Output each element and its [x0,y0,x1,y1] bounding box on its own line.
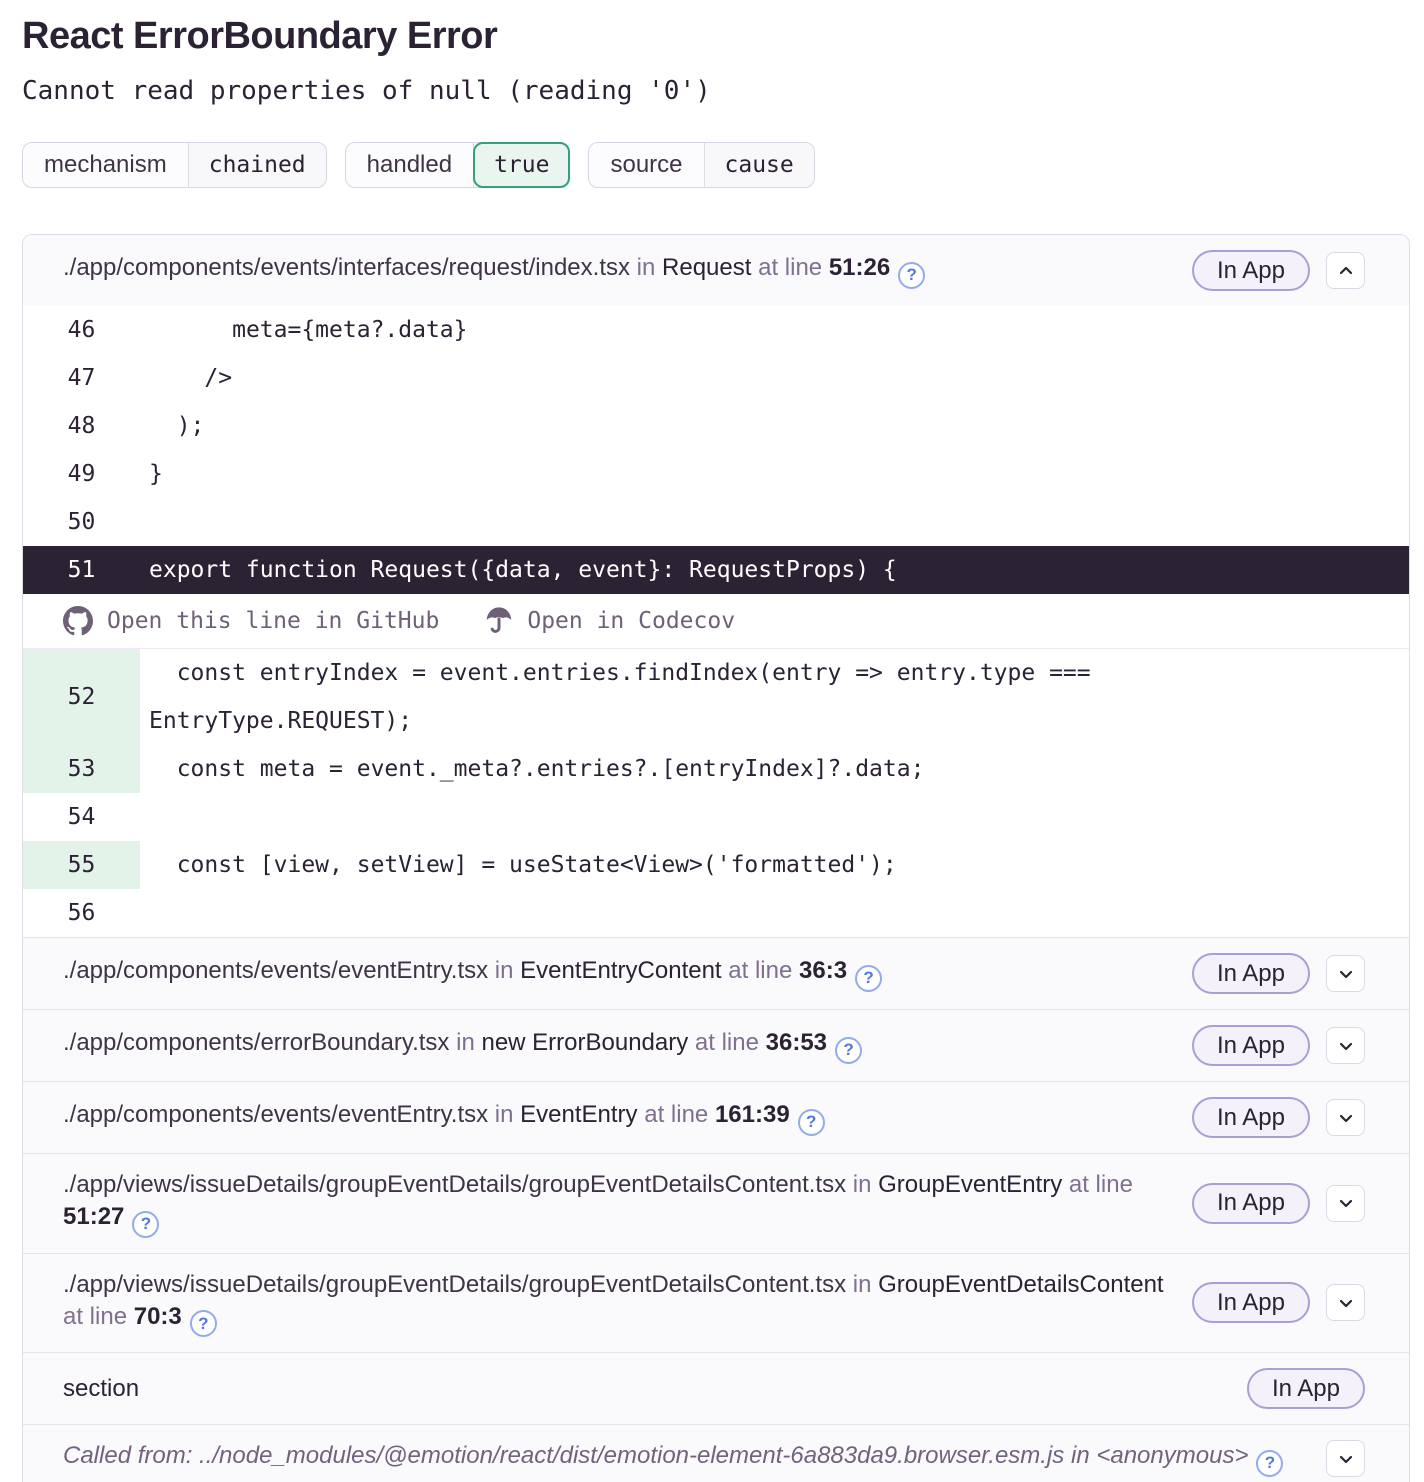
frame-title [63,1440,1283,1477]
in-app-badge: In App [1192,1097,1310,1138]
code-line [23,745,1409,793]
frame-function: EventEntryContent [520,957,722,985]
github-icon [63,606,93,636]
frame-in-label: in [1070,1442,1090,1470]
open-in-github-link[interactable] [63,606,439,636]
help-icon[interactable]: ? [190,1310,217,1337]
in-app-badge: In App [1247,1368,1365,1409]
frame-in-label: in [494,1101,514,1129]
frame-actions [1192,1282,1365,1323]
stack-frame-row[interactable] [23,1253,1409,1353]
expand-frame-button[interactable] [1326,1284,1365,1321]
frame-path: ./app/components/events/eventEntry.tsx [63,1101,489,1129]
tag-key: source [589,143,704,187]
code-text: } [149,461,163,487]
in-app-badge: In App [1192,953,1310,994]
frame-in-label: in [636,254,656,282]
stack-frame-row-section[interactable] [23,1352,1409,1424]
help-icon[interactable]: ? [798,1109,825,1136]
frame-line-number: 51:26 [828,254,891,282]
frame-path: ./app/components/events/eventEntry.tsx [63,957,489,985]
frame-atline-label: at line [758,254,823,282]
open-in-codecov-link[interactable] [485,606,735,636]
line-number-gutter: 52 [23,649,140,745]
line-number-gutter: 47 [67,365,96,391]
frame-path: ./app/views/issueDetails/groupEventDetails/groupEventDetailsContent.tsx [63,1171,847,1198]
frame-function: GroupEventEntry [878,1171,1063,1198]
frame-function: new ErrorBoundary [481,1029,689,1057]
line-number-gutter: 48 [67,413,96,439]
line-number-gutter: 54 [67,804,96,830]
expand-frame-button[interactable] [1326,1099,1365,1136]
collapse-frame-button[interactable] [1326,252,1365,289]
tag-pill [22,142,327,188]
stack-frame-row[interactable] [23,1009,1409,1081]
help-icon[interactable]: ? [835,1037,862,1064]
line-number-gutter: 56 [67,900,96,926]
expand-frame-button[interactable] [1326,1027,1365,1064]
chevron-down-icon [1337,1109,1355,1127]
frame-function: GroupEventDetailsContent [878,1270,1164,1298]
code-text [140,498,1409,546]
frame-atline-label: at line [694,1029,759,1057]
code-text: const meta = event._meta?.entries?.[entryIndex]?.data; [149,756,925,782]
stack-frame-row-system[interactable] [23,1424,1409,1482]
frame-actions [1326,1440,1365,1477]
code-text: ); [149,413,205,439]
tag-key: handled [346,143,474,187]
frame-function: EventEntry [520,1101,638,1129]
frame-function: <anonymous> [1096,1442,1249,1470]
codecov-icon [485,606,513,636]
code-line [23,354,1409,402]
frame-line-number: 51:27 [63,1203,125,1230]
code-text: /> [149,365,233,391]
frame-atline-label: at line [728,957,793,985]
code-text: const [view, setView] = useState<View>('formatted'); [149,852,897,878]
frame-title [63,955,882,992]
tag-pill [588,142,814,188]
code-line [23,498,1409,546]
frame-function: Request [662,254,752,282]
stack-frame-row[interactable] [23,1081,1409,1153]
frame-atline-label: at line [1068,1171,1133,1198]
chevron-down-icon [1337,965,1355,983]
code-line [23,450,1409,498]
help-icon[interactable]: ? [855,965,882,992]
frame-in-label: in [456,1029,475,1057]
code-line [23,841,1409,889]
stack-trace-card [22,234,1410,1482]
line-number-gutter: 46 [67,317,96,343]
error-message: Cannot read properties of null (reading '0') [22,76,711,106]
frame-path: ./app/components/events/interfaces/request/index.tsx [63,254,630,282]
code-text: const entryIndex = event.entries.findIndex(entry => entry.type === EntryType.REQUEST); [149,660,1105,734]
help-icon[interactable]: ? [1256,1450,1283,1477]
frame-title [63,1169,1168,1238]
expand-frame-button[interactable] [1326,955,1365,992]
frame-actions [1192,1183,1365,1224]
frame-line-number: 36:53 [765,1029,828,1057]
in-app-badge: In App [1192,1025,1310,1066]
in-app-badge: In App [1192,1282,1310,1323]
frame-title [63,1099,825,1136]
chevron-down-icon [1337,1037,1355,1055]
frame-path: ./app/views/issueDetails/groupEventDetails/groupEventDetailsContent.tsx [63,1270,847,1298]
context-links-bar [23,594,1409,649]
frame-actions [1192,953,1365,994]
line-number-gutter: 49 [67,461,96,487]
frame-title [63,1269,1168,1338]
tag-pill [345,142,571,188]
frame-atline-label: at line [644,1101,709,1129]
frame-line-number: 70:3 [133,1302,182,1330]
chevron-down-icon [1337,1294,1355,1312]
code-line [23,649,1409,745]
codecov-link-label: Open in Codecov [527,608,736,634]
tag-value: true [473,142,570,188]
page-title: React ErrorBoundary Error [22,15,498,57]
in-app-badge: In App [1192,1183,1310,1224]
code-text: export function Request({data, event}: RequestProps) { [149,557,897,583]
frame-section-label: section [63,1374,140,1402]
code-line [23,793,1409,841]
code-text [140,889,1409,937]
frame-path: ./app/components/errorBoundary.tsx [63,1029,450,1057]
frame-title [63,252,925,289]
tag-value: cause [705,143,814,187]
frame-title [63,1027,862,1064]
code-line [23,402,1409,450]
active-code-line [23,546,1409,594]
code-text: meta={meta?.data} [149,317,468,343]
called-from-label: Called from: [63,1442,193,1470]
frame-actions [1192,1097,1365,1138]
code-line [23,889,1409,937]
frame-in-label: in [494,957,514,985]
help-icon[interactable]: ? [132,1211,159,1238]
tag-key: mechanism [23,143,189,187]
expand-frame-button[interactable] [1326,1440,1365,1477]
chevron-down-icon [1337,1450,1355,1468]
in-app-badge: In App [1192,250,1310,291]
chevron-down-icon [1337,1194,1355,1212]
frame-in-label: in [852,1171,872,1198]
stack-frame-row[interactable] [23,937,1409,1009]
line-number-gutter: 50 [67,509,96,535]
help-icon[interactable]: ? [898,262,925,289]
frame-path: ../node_modules/@emotion/react/dist/emotion-element-6a883da9.browser.esm.js [199,1442,1065,1470]
code-line [23,306,1409,354]
frame-actions [1247,1368,1365,1409]
frame-actions [1192,250,1365,291]
code-text [140,793,1409,841]
line-number-gutter: 51 [67,557,96,583]
github-link-label: Open this line in GitHub [107,608,440,634]
frame-line-number: 161:39 [714,1101,790,1129]
expand-frame-button[interactable] [1326,1185,1365,1222]
line-number-gutter: 55 [23,841,140,889]
stack-frame-row[interactable] [23,1153,1409,1253]
frame-line-number: 36:3 [799,957,848,985]
frame-in-label: in [852,1270,872,1298]
stack-frame-row-expanded[interactable] [23,235,1409,306]
source-context-block [23,306,1409,937]
line-number-gutter: 53 [23,745,140,793]
tag-value: chained [189,143,326,187]
tag-list [22,142,1424,188]
frame-atline-label: at line [63,1302,128,1330]
frame-actions [1192,1025,1365,1066]
chevron-up-icon [1337,262,1355,280]
